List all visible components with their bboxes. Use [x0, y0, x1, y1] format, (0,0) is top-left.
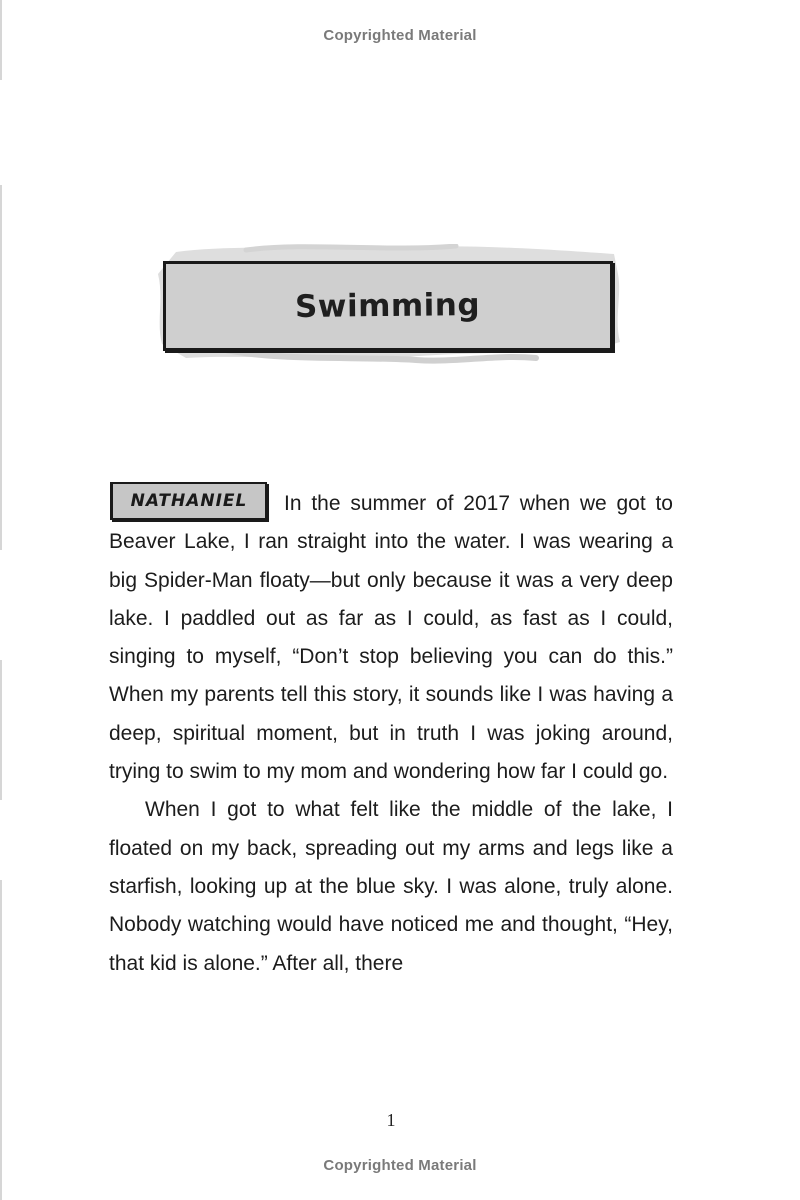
- body-text: [109, 485, 673, 983]
- paragraph: When I got to what felt like the middle of the lake, I floated on my back, spreading out my arms and legs like a starfish, looking up at the blue sky. I was alone, truly alone. Nobody watching would have noticed me and thought, “Hey, that kid is alone.” After all, there: [109, 798, 673, 975]
- page-number: 1: [386, 1110, 396, 1130]
- chapter-title-box: [163, 261, 613, 351]
- copyright-watermark-top: Copyrighted Material: [323, 27, 477, 44]
- scan-edge-mark: [0, 660, 2, 800]
- scan-edge-mark: [0, 880, 2, 1200]
- chapter-title: Swimming: [295, 287, 481, 325]
- speaker-tag: NATHANIEL: [110, 482, 267, 520]
- chapter-heading: [156, 244, 622, 364]
- scan-edge-mark: [0, 185, 2, 550]
- copyright-watermark-bottom: Copyrighted Material: [323, 1157, 477, 1174]
- paragraph: In the summer of 2017 when we got to Beaver Lake, I ran straight into the water. I was wearing a big Spider-Man floaty—but only because it was a very deep lake. I paddled out as far as I could, as fast as I could, singing to myself, “Don’t stop believing you can do this.” When my parents tell this story, it sounds like I was having a deep, spiritual moment, but in truth I was joking around, trying to swim to my mom and wondering how far I could go.: [109, 492, 673, 784]
